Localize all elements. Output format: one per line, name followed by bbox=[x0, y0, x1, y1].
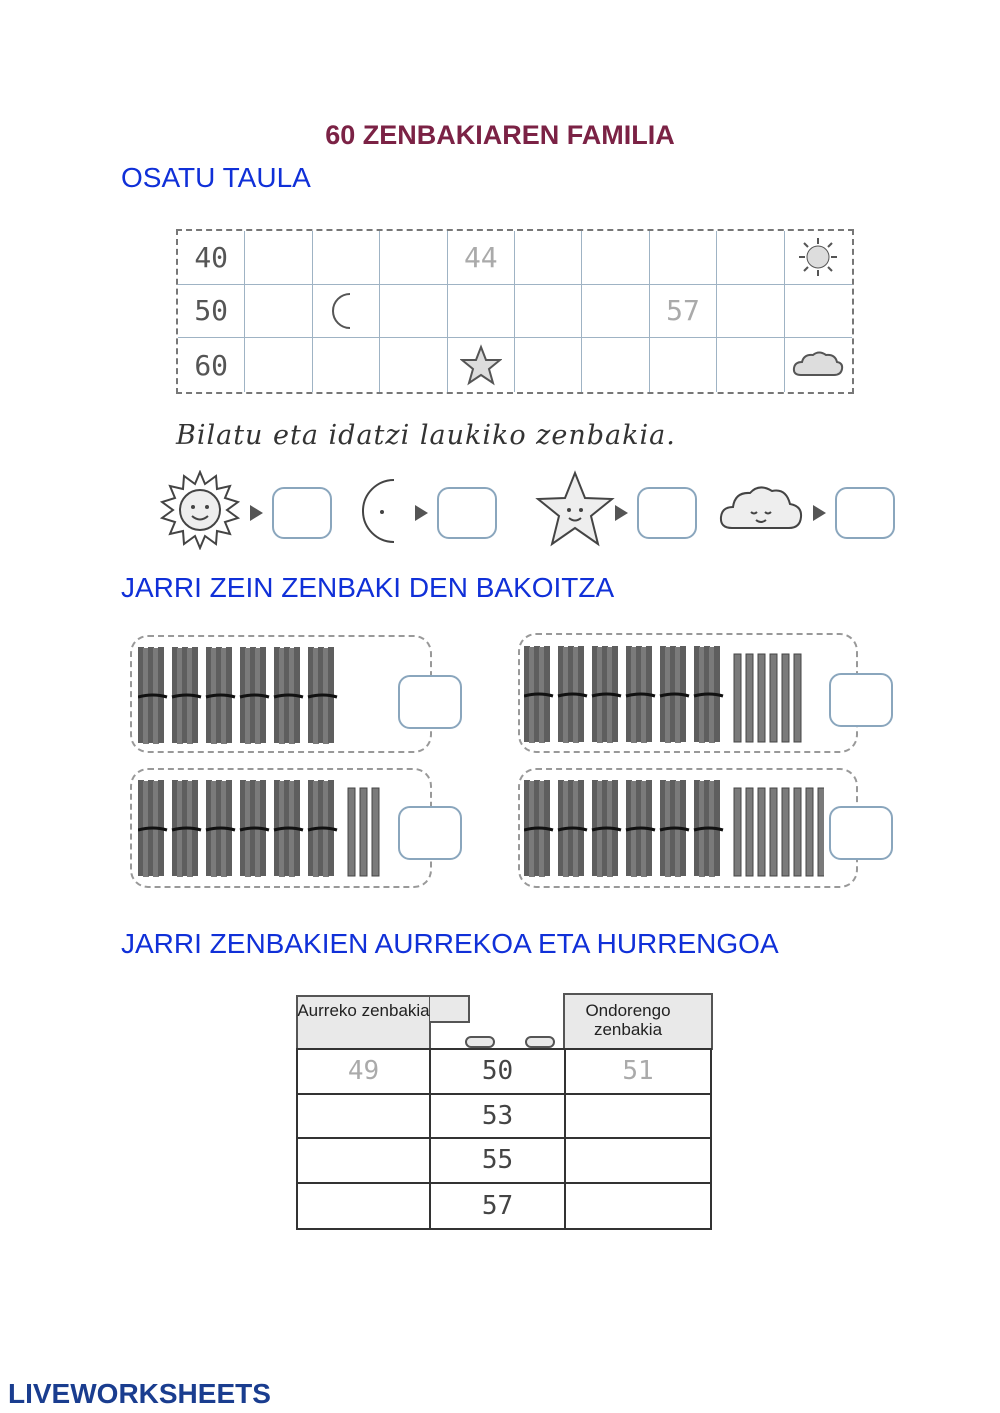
answer-box-panel-3[interactable] bbox=[398, 806, 462, 860]
ten-bundle bbox=[592, 646, 621, 743]
table-input-cell[interactable] bbox=[380, 285, 447, 339]
tens-bundles bbox=[138, 645, 398, 752]
table-cell: 40 bbox=[178, 231, 245, 285]
table-input-cell[interactable] bbox=[515, 231, 582, 285]
table-input-cell[interactable] bbox=[717, 338, 784, 392]
ten-bundle bbox=[206, 780, 235, 877]
header-after: Ondorengo zenbakia bbox=[585, 1001, 671, 1039]
table-cell: 57 bbox=[650, 285, 717, 339]
moon-icon bbox=[313, 285, 380, 339]
ten-bundle bbox=[626, 646, 655, 743]
moon-icon bbox=[362, 476, 412, 551]
table-input-cell[interactable] bbox=[582, 285, 649, 339]
before-cell: 49 bbox=[298, 1050, 431, 1095]
before-input[interactable] bbox=[298, 1184, 431, 1229]
one-stick bbox=[782, 788, 789, 876]
one-stick bbox=[782, 654, 789, 742]
ten-bundle bbox=[626, 780, 655, 877]
ten-bundle bbox=[524, 780, 553, 877]
ten-bundle bbox=[172, 780, 201, 877]
table-cell: 60 bbox=[178, 338, 245, 392]
header-before: Aurreko zenbakia bbox=[297, 1001, 430, 1020]
neighbours-table bbox=[296, 1048, 712, 1230]
one-stick bbox=[770, 654, 777, 742]
tens-and-ones bbox=[524, 778, 824, 885]
ten-bundle bbox=[172, 647, 201, 744]
ten-bundle bbox=[524, 646, 553, 743]
one-stick bbox=[806, 788, 813, 876]
table-input-cell[interactable] bbox=[245, 285, 312, 339]
number-cell: 53 bbox=[431, 1095, 566, 1140]
liveworksheets-logo: LIVEWORKSHEETS bbox=[8, 1378, 271, 1409]
table-input-cell[interactable] bbox=[313, 338, 380, 392]
star-icon bbox=[448, 338, 515, 392]
one-stick bbox=[348, 788, 355, 876]
table-input-cell[interactable] bbox=[245, 231, 312, 285]
table-input-cell[interactable] bbox=[245, 338, 312, 392]
table-input-cell[interactable] bbox=[313, 231, 380, 285]
answer-box-panel-2[interactable] bbox=[829, 673, 893, 727]
section-heading-neighbours: JARRI ZENBAKIEN AURREKOA ETA HURRENGOA bbox=[121, 928, 779, 959]
answer-box-cloud[interactable] bbox=[835, 487, 895, 539]
ten-bundle bbox=[558, 780, 587, 877]
table-input-cell[interactable] bbox=[717, 285, 784, 339]
before-input[interactable] bbox=[298, 1095, 431, 1140]
answer-box-panel-1[interactable] bbox=[398, 675, 462, 729]
number-cell: 57 bbox=[431, 1184, 566, 1229]
one-stick bbox=[794, 654, 801, 742]
table-input-cell[interactable] bbox=[785, 285, 852, 339]
one-stick bbox=[734, 788, 741, 876]
ten-bundle bbox=[308, 647, 337, 744]
table-input-cell[interactable] bbox=[515, 285, 582, 339]
instruction-text: Bilatu eta idatzi laukiko zenbakia. bbox=[176, 420, 676, 451]
number-cell: 50 bbox=[431, 1050, 566, 1095]
ten-bundle bbox=[274, 780, 303, 877]
tens-and-ones bbox=[138, 778, 398, 885]
lego-stud bbox=[430, 995, 470, 1023]
table-cell: 44 bbox=[448, 231, 515, 285]
before-input[interactable] bbox=[298, 1139, 431, 1184]
sun-icon bbox=[785, 231, 852, 285]
table-input-cell[interactable] bbox=[380, 338, 447, 392]
answer-box-star[interactable] bbox=[637, 487, 697, 539]
answer-box-panel-4[interactable] bbox=[829, 806, 893, 860]
after-input[interactable] bbox=[566, 1095, 710, 1140]
ten-bundle bbox=[138, 647, 167, 744]
answer-box-sun[interactable] bbox=[272, 487, 332, 539]
ten-bundle bbox=[206, 647, 235, 744]
ten-bundle bbox=[558, 646, 587, 743]
cloud-icon bbox=[718, 480, 804, 541]
table-input-cell[interactable] bbox=[582, 231, 649, 285]
ten-bundle bbox=[660, 780, 689, 877]
after-cell: 51 bbox=[566, 1050, 710, 1095]
table-input-cell[interactable] bbox=[650, 231, 717, 285]
table-cell: 50 bbox=[178, 285, 245, 339]
one-stick bbox=[360, 788, 367, 876]
one-stick bbox=[746, 788, 753, 876]
after-input[interactable] bbox=[566, 1139, 710, 1184]
ten-bundle bbox=[138, 780, 167, 877]
table-input-cell[interactable] bbox=[380, 231, 447, 285]
table-input-cell[interactable] bbox=[650, 338, 717, 392]
arrow-icon bbox=[250, 505, 263, 521]
cloud-icon bbox=[785, 338, 852, 392]
number-cell: 55 bbox=[431, 1139, 566, 1184]
after-input[interactable] bbox=[566, 1184, 710, 1229]
tens-and-ones bbox=[524, 644, 824, 751]
ten-bundle bbox=[274, 647, 303, 744]
one-stick bbox=[794, 788, 801, 876]
section-heading-count: JARRI ZEIN ZENBAKI DEN BAKOITZA bbox=[121, 572, 615, 603]
ten-bundle bbox=[694, 780, 723, 877]
number-table bbox=[176, 229, 854, 394]
ten-bundle bbox=[308, 780, 337, 877]
arrow-icon bbox=[813, 505, 826, 521]
lego-stud bbox=[525, 1036, 555, 1048]
table-input-cell[interactable] bbox=[582, 338, 649, 392]
ten-bundle bbox=[240, 647, 269, 744]
one-stick bbox=[770, 788, 777, 876]
page-title: 60 ZENBAKIAREN FAMILIA bbox=[325, 120, 675, 150]
ten-bundle bbox=[592, 780, 621, 877]
one-stick bbox=[734, 654, 741, 742]
one-stick bbox=[372, 788, 379, 876]
arrow-icon bbox=[615, 505, 628, 521]
table-input-cell[interactable] bbox=[448, 285, 515, 339]
one-stick bbox=[818, 788, 824, 876]
one-stick bbox=[758, 788, 765, 876]
lego-stud bbox=[465, 1036, 495, 1048]
star-icon bbox=[535, 470, 615, 553]
one-stick bbox=[758, 654, 765, 742]
ten-bundle bbox=[694, 646, 723, 743]
answer-box-moon[interactable] bbox=[437, 487, 497, 539]
sun-icon bbox=[160, 470, 240, 555]
section-heading-table: OSATU TAULA bbox=[121, 162, 311, 193]
table-input-cell[interactable] bbox=[515, 338, 582, 392]
ten-bundle bbox=[660, 646, 689, 743]
table-input-cell[interactable] bbox=[717, 231, 784, 285]
one-stick bbox=[746, 654, 753, 742]
ten-bundle bbox=[240, 780, 269, 877]
arrow-icon bbox=[415, 505, 428, 521]
